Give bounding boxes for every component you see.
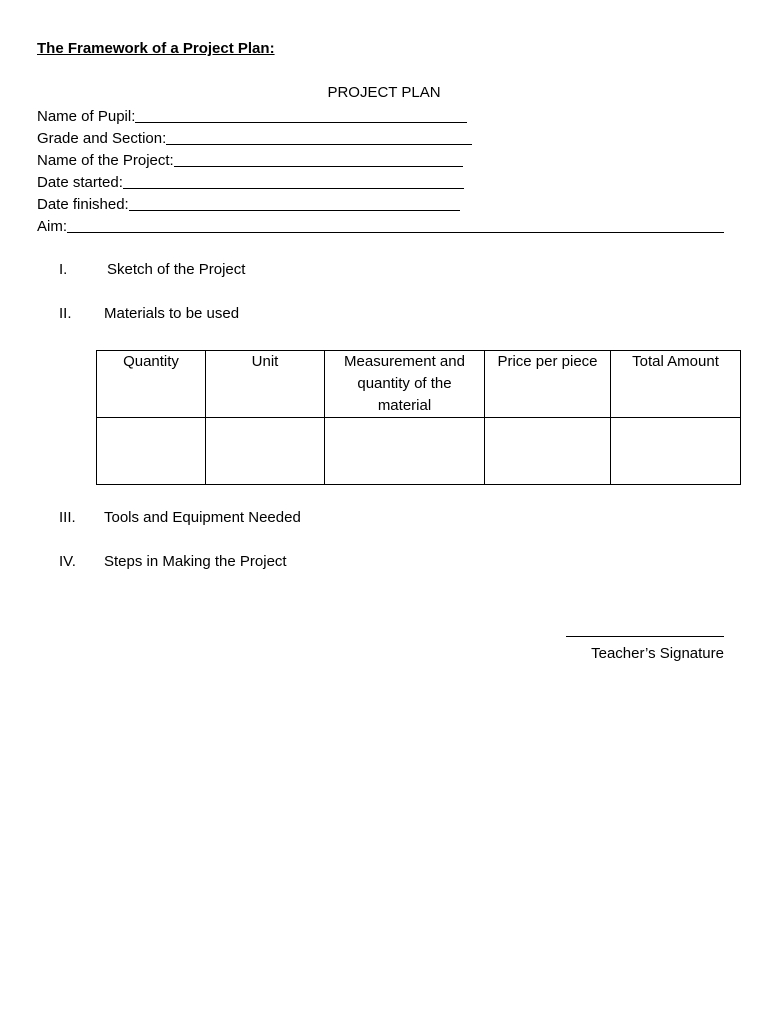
- page-heading: The Framework of a Project Plan:: [37, 40, 275, 57]
- date-finished-blank[interactable]: [129, 193, 460, 211]
- table-header-row: [97, 351, 741, 418]
- project-name-blank[interactable]: [174, 149, 463, 167]
- column-header-quantity: Quantity: [97, 351, 206, 418]
- aim-label: Aim:: [37, 218, 67, 235]
- signature-line[interactable]: [566, 636, 724, 637]
- table-cell-total[interactable]: [611, 418, 741, 485]
- date-started-blank[interactable]: [123, 171, 464, 189]
- signature-label: Teacher’s Signature: [591, 645, 724, 662]
- section-label: Tools and Equipment Needed: [104, 509, 301, 526]
- grade-section-field[interactable]: [37, 126, 472, 148]
- section-label: Sketch of the Project: [107, 261, 246, 278]
- section-number: III.: [59, 509, 76, 526]
- section-label: Materials to be used: [104, 305, 240, 322]
- date-started-field[interactable]: [37, 170, 464, 192]
- section-number: IV.: [59, 553, 76, 570]
- section-steps: [59, 553, 287, 570]
- section-sketch: [59, 261, 245, 278]
- section-label: Steps in Making the Project: [104, 553, 287, 570]
- table-cell-unit[interactable]: [206, 418, 325, 485]
- table-cell-quantity[interactable]: [97, 418, 206, 485]
- column-header-price: Price per piece: [485, 351, 611, 418]
- section-number: I.: [59, 261, 68, 278]
- aim-blank[interactable]: [67, 215, 724, 233]
- pupil-name-blank[interactable]: [135, 105, 467, 123]
- grade-section-blank[interactable]: [166, 127, 472, 145]
- plan-title: PROJECT PLAN: [327, 84, 441, 101]
- column-header-unit: Unit: [206, 351, 325, 418]
- column-header-total: Total Amount: [611, 351, 741, 418]
- pupil-name-label: Name of Pupil:: [37, 108, 136, 125]
- grade-section-label: Grade and Section:: [37, 130, 167, 147]
- project-name-label: Name of the Project:: [37, 152, 174, 169]
- project-name-field[interactable]: [37, 148, 463, 170]
- table-row: [97, 418, 741, 485]
- aim-field[interactable]: [37, 214, 724, 236]
- date-finished-label: Date finished:: [37, 196, 129, 213]
- materials-table: [96, 350, 741, 485]
- table-cell-measurement[interactable]: [325, 418, 485, 485]
- section-tools: [59, 509, 301, 526]
- pupil-name-field[interactable]: [37, 104, 467, 126]
- section-materials: [59, 305, 239, 322]
- section-number: II.: [59, 305, 72, 322]
- date-started-label: Date started:: [37, 174, 123, 191]
- date-finished-field[interactable]: [37, 192, 460, 214]
- table-cell-price[interactable]: [485, 418, 611, 485]
- column-header-measurement: Measurement and quantity of the material: [325, 351, 485, 418]
